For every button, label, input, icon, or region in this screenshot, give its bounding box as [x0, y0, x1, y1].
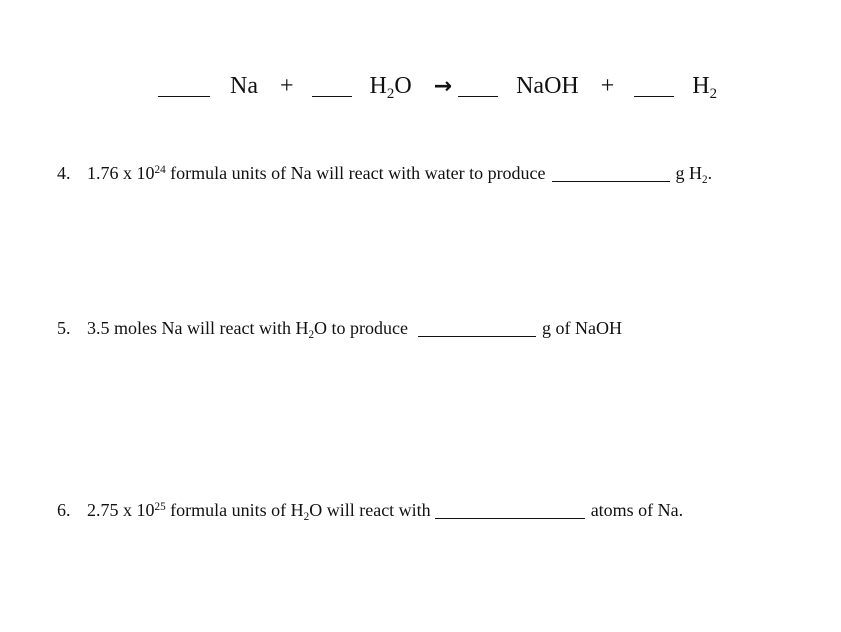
plus-sign: + [279, 73, 294, 99]
reactant-water: $H_2O$ [369, 73, 412, 103]
product-hydrogen: $H_2$ [692, 73, 718, 103]
plus-sign: + [600, 73, 615, 99]
question-4 [57, 161, 712, 185]
answer-unit: atoms of Na. [590, 500, 684, 520]
chemical-equation [158, 70, 717, 103]
answer-blank[interactable] [418, 320, 536, 337]
question-5 [57, 316, 622, 340]
answer-blank[interactable] [435, 502, 585, 519]
question-number: 4. [57, 163, 71, 183]
answer-unit: g of NaOH [542, 318, 622, 338]
coefficient-blank-h2o[interactable] [312, 76, 352, 97]
answer-unit: g $H_2$. [675, 163, 713, 186]
question-number: 5. [57, 318, 71, 338]
question-6 [57, 498, 683, 522]
question-text: 3.5 moles Na will react with $H_2O$ to produce [87, 318, 409, 341]
answer-blank[interactable] [552, 165, 670, 182]
question-text: 1.76 x $10^{24}$ formula units of Na will react with water to produce [87, 163, 546, 183]
question-number: 6. [57, 500, 71, 520]
product-naoh: NaOH [516, 73, 579, 99]
coefficient-blank-naoh[interactable] [458, 76, 498, 97]
reactant-na: Na [230, 73, 258, 99]
coefficient-blank-na[interactable] [158, 76, 210, 97]
coefficient-blank-h2[interactable] [634, 76, 674, 97]
right-arrow-icon: → [433, 74, 453, 99]
question-text: 2.75 x $10^{25}$ formula units of $H_2O$ will react with [87, 500, 431, 523]
